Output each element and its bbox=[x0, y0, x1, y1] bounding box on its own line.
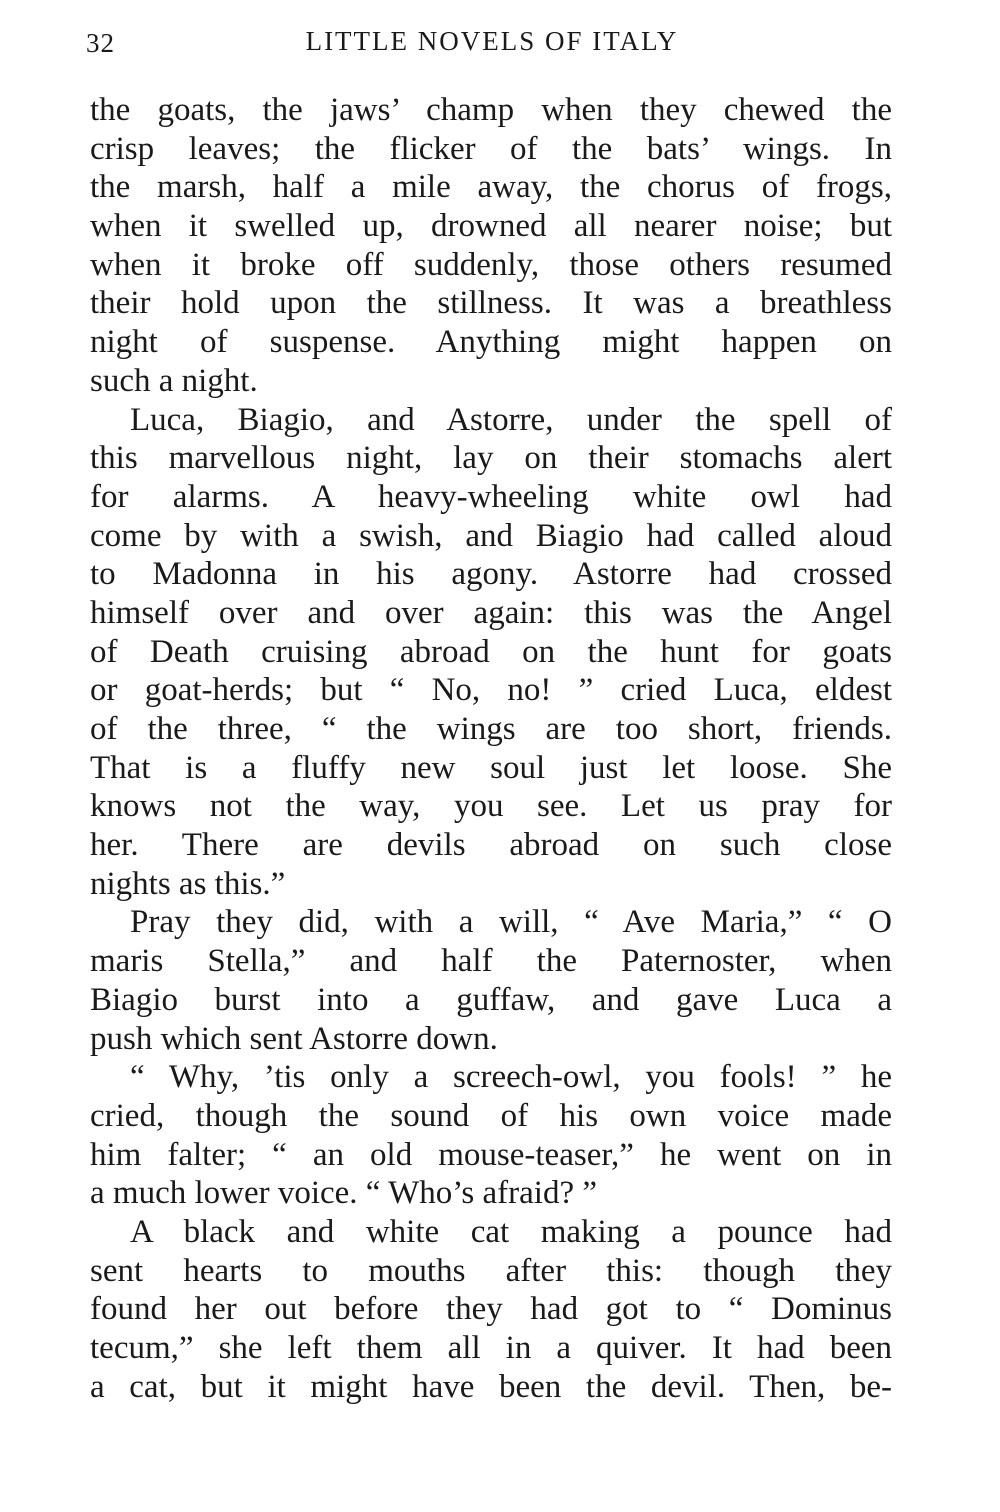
text-line: a cat, but it might have been the devil. Then, be- bbox=[90, 1368, 892, 1405]
text-line: such a night. bbox=[90, 362, 258, 399]
text-line: her. There are devils abroad on such close bbox=[90, 827, 892, 864]
text-line: of Death cruising abroad on the hunt for goats bbox=[90, 633, 892, 670]
running-head bbox=[86, 22, 898, 62]
text-line: or goat-herds; but “ No, no! ” cried Luca, eldest bbox=[90, 672, 892, 709]
text-line: maris Stella,” and half the Paternoster, when bbox=[90, 943, 892, 980]
text-line: this marvellous night, lay on their stomachs alert bbox=[90, 440, 892, 477]
text-line: when it broke off suddenly, those others resumed bbox=[90, 246, 892, 283]
text-line: sent hearts to mouths after this: though they bbox=[90, 1252, 892, 1289]
text-line: to Madonna in his agony. Astorre had crossed bbox=[90, 556, 892, 593]
page-number: 32 bbox=[86, 28, 115, 58]
text-line: the marsh, half a mile away, the chorus of frogs, bbox=[90, 169, 892, 206]
text-line: night of suspense. Anything might happen on bbox=[90, 324, 892, 361]
text-line: him falter; “ an old mouse-teaser,” he went on in bbox=[90, 1136, 892, 1173]
text-line: tecum,” she left them all in a quiver. It had been bbox=[90, 1330, 892, 1366]
text-line: himself over and over again: this was the Angel bbox=[90, 594, 892, 631]
text-line: Luca, Biagio, and Astorre, under the spell of bbox=[130, 401, 892, 438]
text-line: cried, though the sound of his own voice made bbox=[90, 1097, 892, 1134]
text-line: a much lower voice. “ Who’s afraid? ” bbox=[90, 1175, 598, 1212]
running-title: LITTLE NOVELS OF ITALY bbox=[305, 26, 679, 56]
text-line: push which sent Astorre down. bbox=[90, 1020, 498, 1057]
body-text bbox=[90, 91, 892, 1406]
text-line: nights as this.” bbox=[90, 865, 286, 902]
text-line: crisp leaves; the flicker of the bats’ wings. In bbox=[90, 130, 892, 167]
text-line: the goats, the jaws’ champ when they chewed the bbox=[90, 92, 892, 128]
text-line: found her out before they had got to “ Dominus bbox=[90, 1291, 892, 1328]
text-line: of the three, “ the wings are too short, friends. bbox=[90, 711, 892, 747]
text-line: “ Why, ’tis only a screech-owl, you fools! ” he bbox=[130, 1059, 892, 1096]
text-line: Biagio burst into a guffaw, and gave Luca a bbox=[90, 981, 892, 1018]
text-line: Pray they did, with a will, “ Ave Maria,” “ O bbox=[130, 904, 892, 941]
text-line: their hold upon the stillness. It was a breathless bbox=[90, 285, 892, 322]
text-line: A black and white cat making a pounce had bbox=[130, 1213, 892, 1250]
text-line: knows not the way, you see. Let us pray for bbox=[90, 788, 892, 825]
text-line: when it swelled up, drowned all nearer noise; but bbox=[90, 208, 892, 245]
text-line: That is a fluffy new soul just let loose. She bbox=[90, 749, 892, 786]
text-line: come by with a swish, and Biagio had called aloud bbox=[90, 517, 892, 554]
text-line: for alarms. A heavy-wheeling white owl had bbox=[90, 478, 892, 515]
